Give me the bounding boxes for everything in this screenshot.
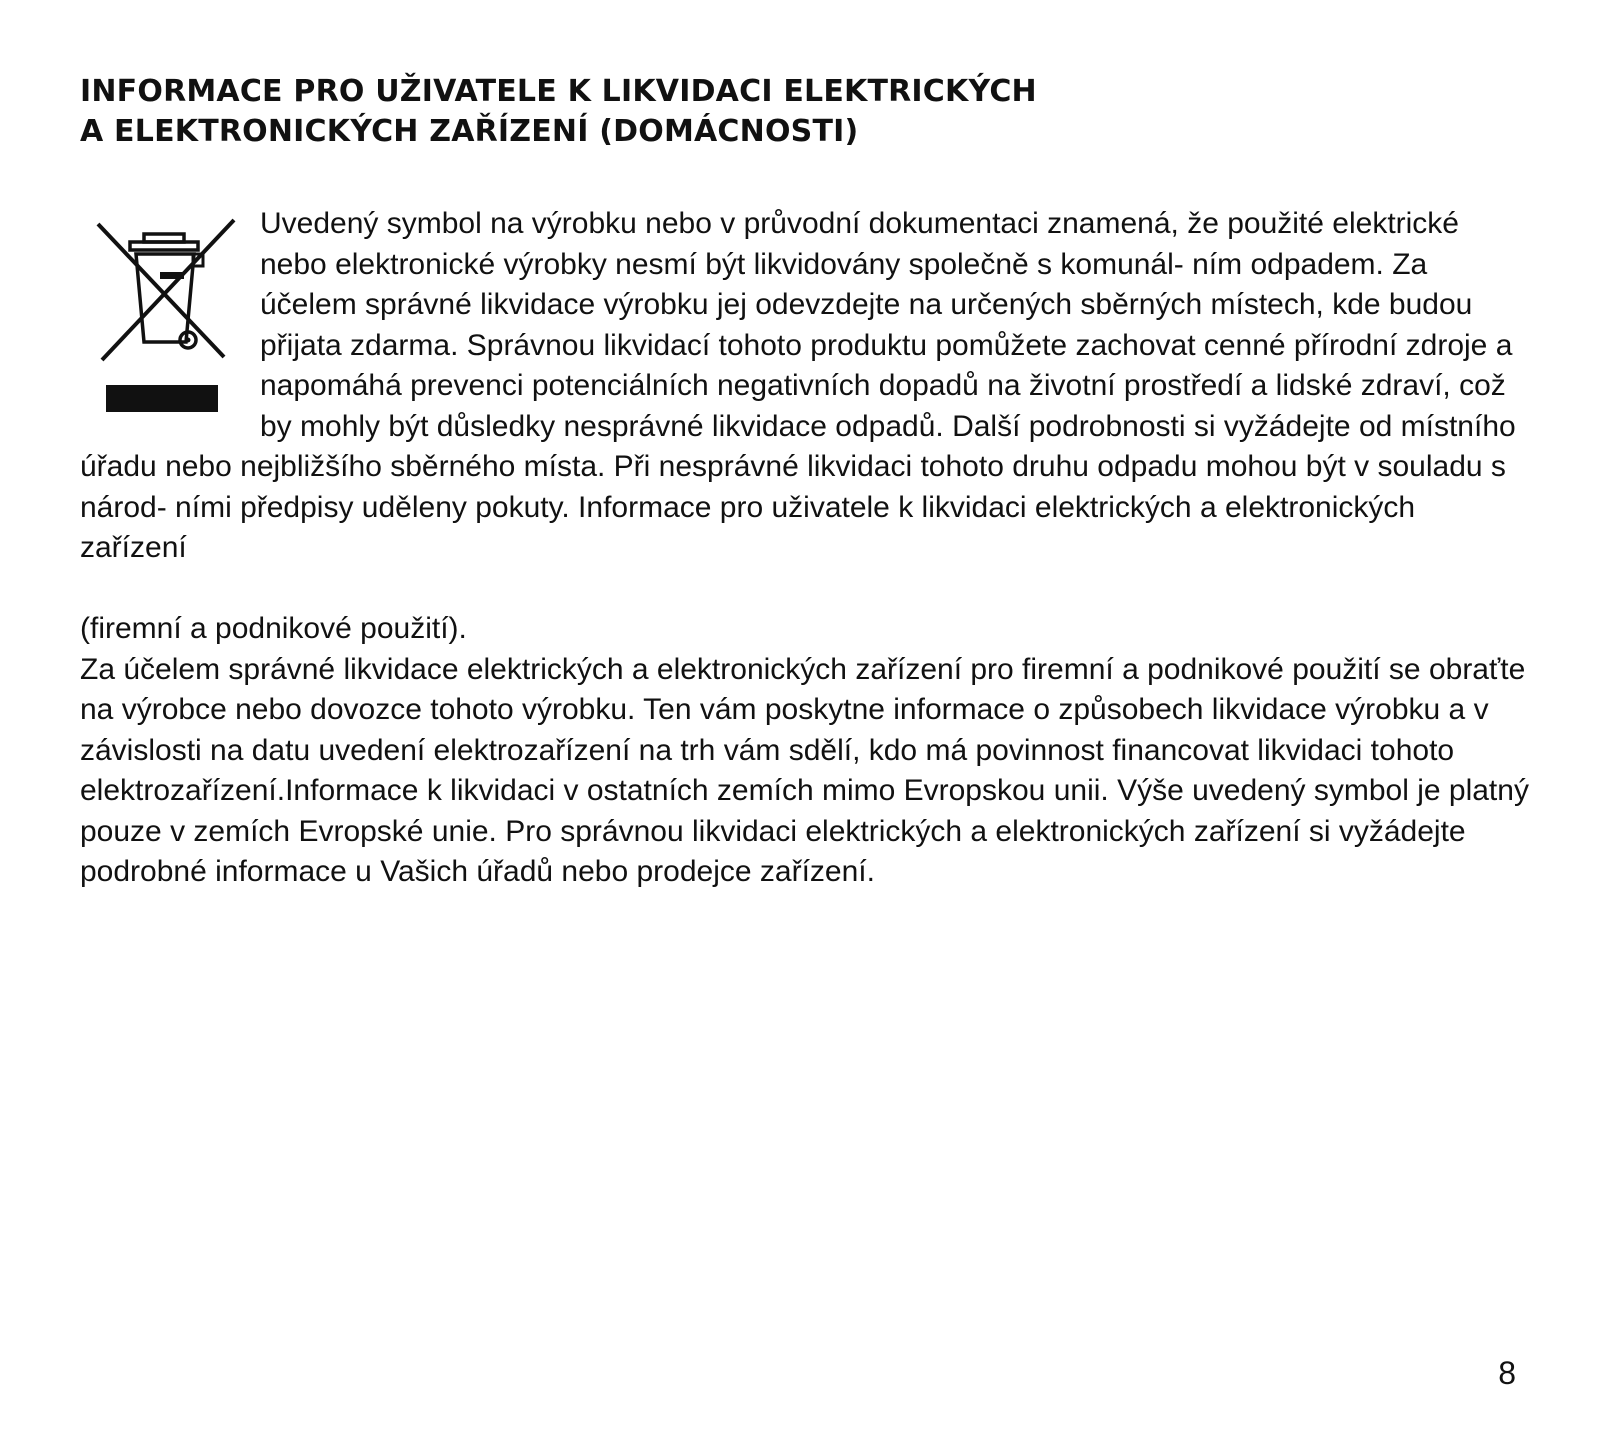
title-line-1: INFORMACE PRO UŽIVATELE K LIKVIDACI ELEKTRICKÝCH: [80, 74, 1037, 109]
paragraph-business: Za účelem správné likvidace elektrických a elektronických zařízení pro firemní a podnikové použití se obraťte na výrobce nebo dovozce tohoto výrobku. Ten vám poskytne informace o způsobech likvidace výrobku a v závislosti na datu uvedení elektrozařízení na trh vám sdělí, kdo má povinnost financovat likvidaci tohoto elektrozařízení.Informace k likvidaci v ostatních zemích mimo Evropskou unii. Výše uvedený symbol je platný pouze v zemích Evropské unie. Pro správnou likvidaci elektrických a elektronických zařízení si vyžádejte podrobné informace u Vašich úřadů nebo prodejce zařízení.: [80, 652, 1529, 888]
document-page: [80, 72, 1530, 893]
page-number: 8: [1498, 1355, 1516, 1391]
page-title: [80, 72, 1530, 152]
paragraph-business-heading: (firemní a podnikové použití).: [80, 612, 467, 645]
paragraph1-text: Uvedený symbol na výrobku nebo v průvodní dokumentaci znamená, že použité elektrické nebo elektronické výrobky nesmí být likvidovány společně s komunál- ním odpadem. Za účelem správné likvidace výrobku jej odevzdejte na určených sběrných místech, kde budou přijata zdarma. Správnou likvidací tohoto produktu pomůžete zachovat cenné přírodní zdroje a napomáhá prevenci potenciálních negativních dopadů na životní prostředí a lidské zdraví, což by mohly být důsledky nesprávné likvidace odpadů. Další podrobnosti si vyžádejte od místního úřadu nebo nejbližšího sběrného místa. Při nesprávné likvidaci tohoto druhu odpadu mohou být v souladu s národ- ními předpisy uděleny pokuty. Informace pro uživatele k likvidaci elektrických a elektronických zařízení: [80, 207, 1516, 564]
title-line-2: A ELEKTRONICKÝCH ZAŘÍZENÍ (DOMÁCNOSTI): [80, 114, 859, 149]
crossed-out-wheeled-bin-icon: [90, 212, 242, 418]
paragraph-spacer: [80, 569, 1530, 610]
paragraph-household: [80, 204, 1530, 569]
